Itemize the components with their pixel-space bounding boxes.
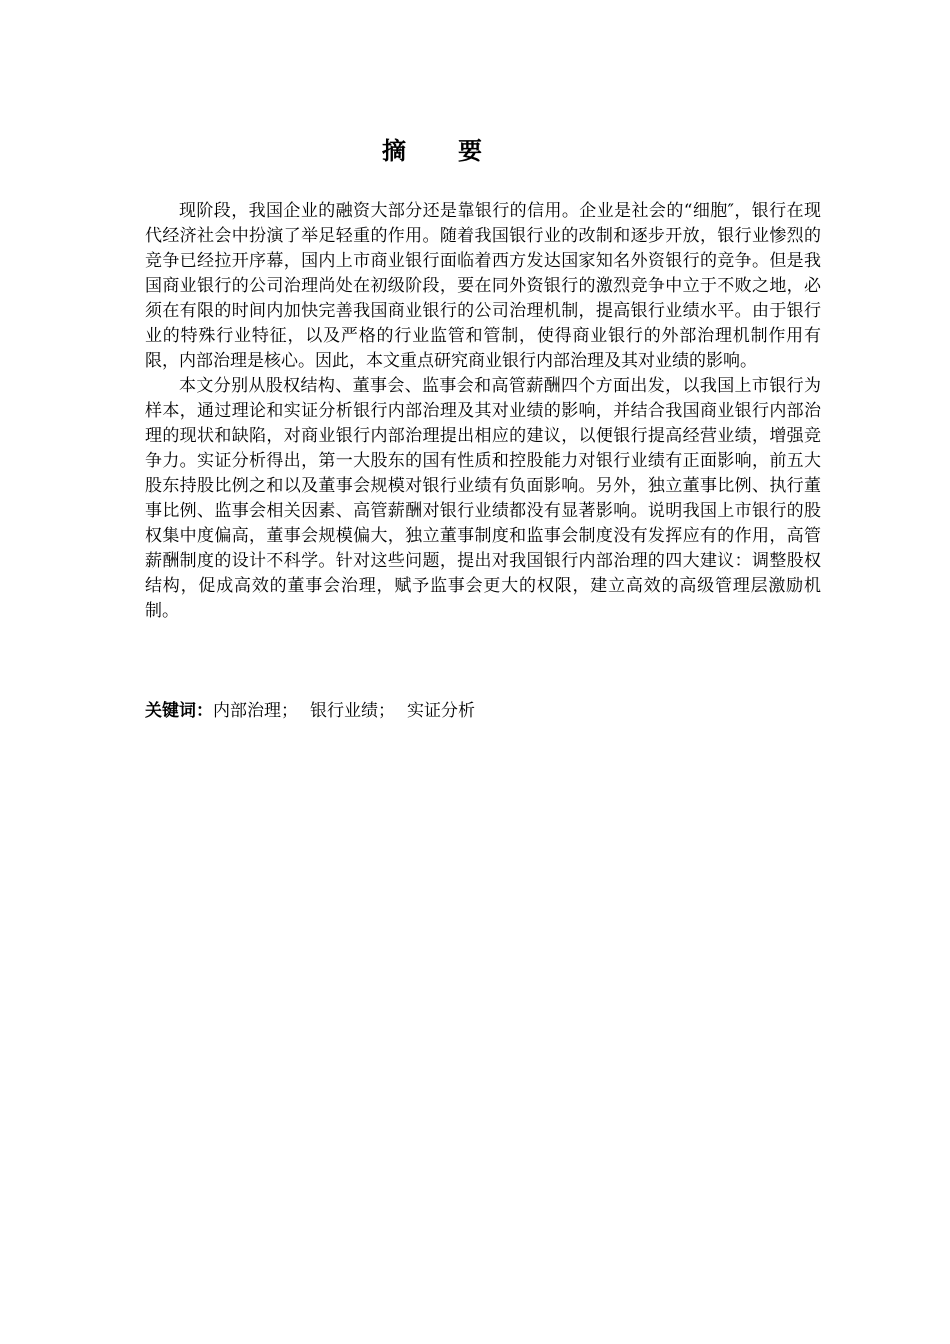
abstract-title: 摘 要 [382,137,496,165]
keywords-line [145,699,821,724]
keyword-item: 内部治理； [213,701,298,721]
keyword-item: 银行业绩； [310,701,395,721]
abstract-paragraph-1: 现阶段，我国企业的融资大部分还是靠银行的信用。企业是社会的“细胞″，银行在现代经济社会中扮演了举足轻重的作用。随着我国银行业的改制和逐步开放，银行业惨烈的竞争已经拉开序幕，国内上市商业银行面临着西方发达国家知名外资银行的竞争。但是我国商业银行的公司治理尚处在初级阶段，要在同外资银行的激烈竞争中立于不败之地，必须在有限的时间内加快完善我国商业银行的公司治理机制，提高银行业绩水平。由于银行业的特殊行业特征，以及严格的行业监管和管制，使得商业银行的外部治理机制作用有限，内部治理是核心。因此，本文重点研究商业银行内部治理及其对业绩的影响。 [145,201,821,371]
abstract-paragraph-2: 本文分别从股权结构、董事会、监事会和高管薪酬四个方面出发，以我国上市银行为样本，通过理论和实证分析银行内部治理及其对业绩的影响，并结合我国商业银行内部治理的现状和缺陷，对商业银行内部治理提出相应的建议，以便银行提高经营业绩，增强竞争力。实证分析得出，第一大股东的国有性质和控股能力对银行业绩有正面影响，前五大股东持股比例之和以及董事会规模对银行业绩有负面影响。另外，独立董事比例、执行董事比例、监事会相关因素、高管薪酬对银行业绩都没有显著影响。说明我国上市银行的股权集中度偏高，董事会规模偏大，独立董事制度和监事会制度没有发挥应有的作用，高管薪酬制度的设计不科学。针对这些问题，提出对我国银行内部治理的四大建议：调整股权结构，促成高效的董事会治理，赋予监事会更大的权限，建立高效的高级管理层激励机制。 [145,376,821,621]
abstract-body [145,199,821,624]
keywords-label: 关键词： [145,701,213,721]
keyword-item: 实证分析 [407,701,475,721]
